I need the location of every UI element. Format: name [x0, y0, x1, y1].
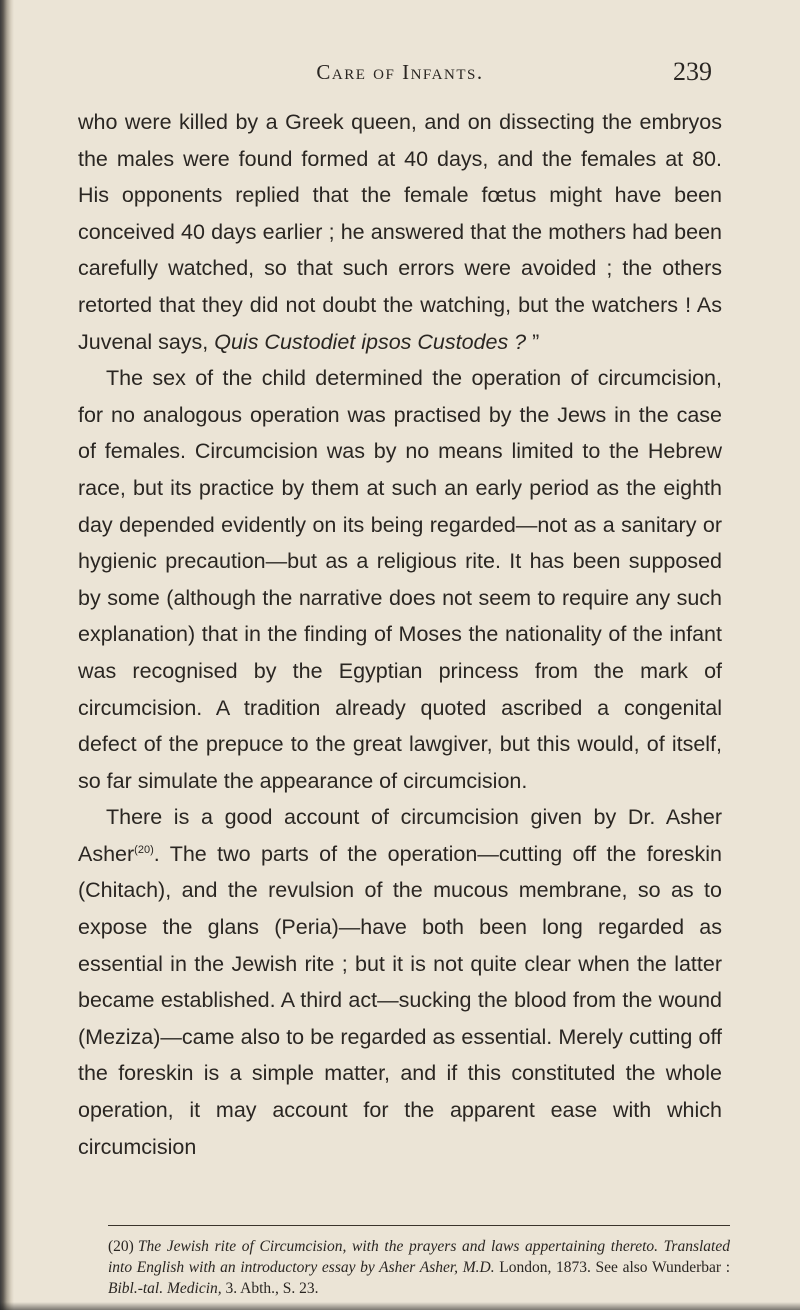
paragraph-3-text-a: There is a good account of circumcision given by Dr. Asher Asher	[78, 805, 722, 866]
footnote-number: (20)	[108, 1238, 134, 1255]
running-head: Care of Infants.	[316, 60, 484, 84]
footnote-title: The Jewish rite of Circumcision, with the prayers and laws appertaining thereto. Translated into English with an introductory essay by Asher Asher, M.D.	[108, 1238, 730, 1276]
binding-edge	[0, 0, 14, 1310]
paragraph-1	[78, 104, 722, 360]
footnote-citation: Bibl.-tal. Medicin,	[108, 1280, 222, 1297]
footnote-text-1: London, 1873. See also Wunderbar :	[494, 1259, 731, 1276]
paragraph-1-text: who were killed by a Greek queen, and on dissecting the embryos the males were found formed at 40 days, and the females at 80. His opponents replied that the female fœtus might have been conceived 40 days earlier ; he answered that the mothers had been carefully watched, so that such errors were avoided ; the others retorted that they did not doubt the watching, but the watchers ! As Juvenal says,	[78, 110, 722, 354]
paragraph-3-text-b: . The two parts of the operation—cutting off the foreskin (Chitach), and the revulsion of the mucous membrane, so as to expose the glans (Peria)—have both been long regarded as essential in the Jewish rite ; but it is not quite clear when the latter became established. A third act—sucking the blood from the wound (Meziza)—came also to be regarded as essential. Merely cutting off the foreskin is a simple matter, and if this constituted the whole operation, it may account for the apparent ease with which circumcision	[78, 841, 722, 1159]
paragraph-2: The sex of the child determined the operation of circumcision, for no analogous operation was practised by the Jews in the case of females. Circumcision was by no means limited to the Hebrew race, but its practice by them at such an early period as the eighth day depended evidently on its being regarded—not as a sanitary or hygienic precaution—but as a religious rite. It has been supposed by some (although the narrative does not seem to require any such explanation) that in the finding of Moses the nationality of the infant was recognised by the Egyptian princess from the mark of circumcision. A tradition already quoted ascribed a congenital defect of the prepuce to the great lawgiver, but this would, of itself, so far simulate the appearance of circumcision.	[78, 366, 722, 793]
page-header	[0, 57, 800, 100]
juvenal-quote: Quis Custodiet ipsos Custodes ?	[214, 329, 527, 354]
footnote-rule	[108, 1225, 730, 1226]
paragraph-3	[78, 799, 722, 1165]
quote-close: ”	[526, 329, 540, 354]
page-number: 239	[673, 57, 712, 86]
footnote-text-2: 3. Abth., S. 23.	[221, 1280, 319, 1297]
footnote	[108, 1236, 730, 1299]
body-text	[78, 104, 722, 1165]
footnote-reference: (20)	[134, 843, 154, 856]
page-bottom-edge	[0, 1302, 800, 1310]
